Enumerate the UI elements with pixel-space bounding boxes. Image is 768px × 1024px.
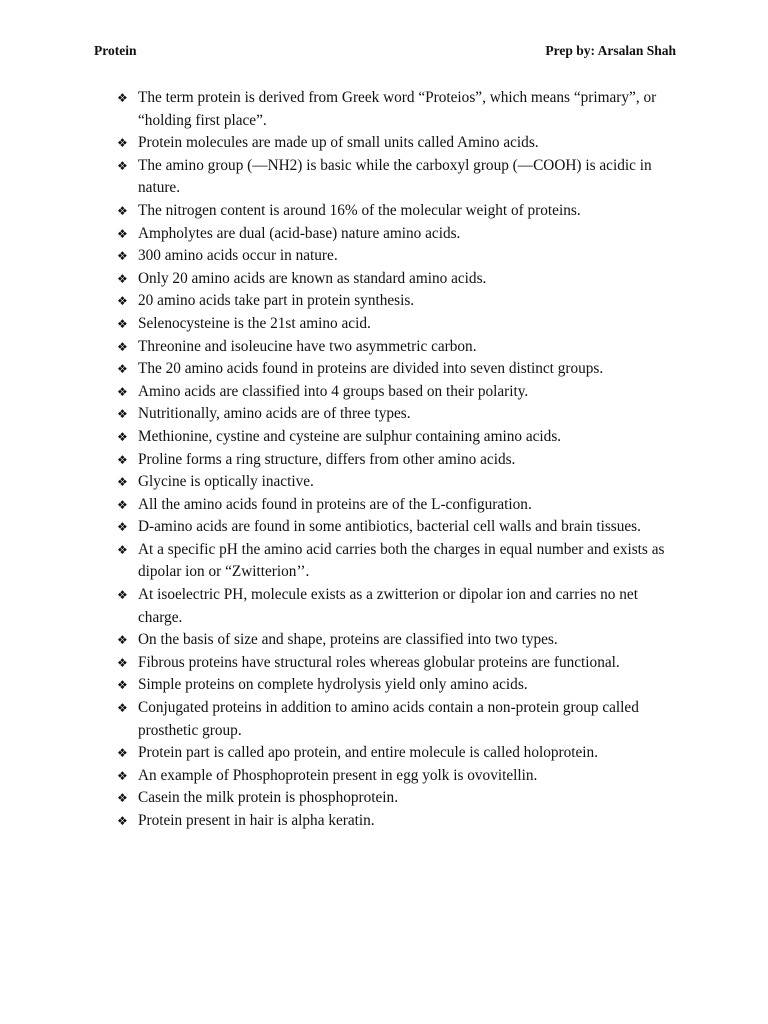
bullet-item: [117, 787, 677, 810]
diamond-bullet-icon: ❖: [117, 407, 128, 422]
diamond-bullet-icon: ❖: [117, 520, 128, 535]
bullet-item: [117, 132, 677, 155]
bullet-text: Simple proteins on complete hydrolysis yield only amino acids.: [138, 676, 528, 694]
bullet-item: [117, 697, 677, 742]
bullet-item: [117, 629, 677, 652]
diamond-bullet-icon: ❖: [117, 339, 128, 354]
bullet-text: 300 amino acids occur in nature.: [138, 247, 338, 265]
bullet-text: Ampholytes are dual (acid-base) nature amino acids.: [138, 224, 461, 242]
bullet-text: Only 20 amino acids are known as standard amino acids.: [138, 269, 487, 287]
bullet-item: [117, 584, 677, 629]
bullet-item: [117, 200, 677, 223]
bullet-item: [117, 426, 677, 449]
bullet-text: Glycine is optically inactive.: [138, 473, 314, 491]
diamond-bullet-icon: ❖: [117, 362, 128, 377]
bullet-item: [117, 539, 677, 584]
diamond-bullet-icon: ❖: [117, 588, 128, 603]
diamond-bullet-icon: ❖: [117, 497, 128, 512]
bullet-text: Amino acids are classified into 4 groups based on their polarity.: [138, 382, 529, 400]
header-title: Protein: [94, 43, 137, 58]
bullet-item: [117, 765, 677, 788]
diamond-bullet-icon: ❖: [117, 814, 128, 828]
bullet-text: Methionine, cystine and cysteine are sulphur containing amino acids.: [138, 427, 562, 445]
diamond-bullet-icon: ❖: [117, 203, 128, 218]
bullet-item: [117, 471, 677, 494]
bullet-text: The 20 amino acids found in proteins are divided into seven distinct groups.: [138, 360, 604, 378]
bullet-item: [117, 494, 677, 517]
bullet-text: 20 amino acids take part in protein synthesis.: [138, 292, 415, 310]
diamond-bullet-icon: ❖: [117, 678, 128, 693]
bullet-text: Protein molecules are made up of small units called Amino acids.: [138, 134, 539, 152]
bullet-text: On the basis of size and shape, proteins are classified into two types.: [138, 631, 558, 649]
bullet-item: [117, 674, 677, 697]
bullet-text: Fibrous proteins have structural roles whereas globular proteins are functional.: [138, 653, 620, 671]
diamond-bullet-icon: ❖: [117, 226, 128, 241]
bullet-text: The amino group (—NH2) is basic while the carboxyl group (—COOH) is acidic in nature.: [138, 156, 652, 197]
diamond-bullet-icon: ❖: [117, 542, 128, 557]
diamond-bullet-icon: ❖: [117, 271, 128, 286]
bullet-text: Nutritionally, amino acids are of three types.: [138, 405, 411, 423]
bullet-item: [117, 290, 677, 313]
bullet-text: At isoelectric PH, molecule exists as a zwitterion or dipolar ion and carries no net charge.: [138, 586, 638, 626]
bullet-item: [117, 516, 677, 539]
bullet-text: The nitrogen content is around 16% of the molecular weight of proteins.: [138, 201, 581, 219]
bullet-item: [117, 313, 677, 336]
bullet-item: [117, 223, 677, 246]
bullet-item: [117, 268, 677, 291]
bullet-text: Threonine and isoleucine have two asymmetric carbon.: [138, 337, 477, 355]
bullet-text: Conjugated proteins in addition to amino acids contain a non-protein group called prosthetic group.: [138, 699, 639, 739]
diamond-bullet-icon: ❖: [117, 701, 128, 716]
diamond-bullet-icon: ❖: [117, 91, 128, 105]
bullet-list: [117, 87, 677, 833]
bullet-text: Proline forms a ring structure, differs from other amino acids.: [138, 450, 516, 468]
diamond-bullet-icon: ❖: [117, 136, 128, 151]
bullet-text: Selenocysteine is the 21st amino acid.: [138, 314, 371, 332]
bullet-item: [117, 245, 677, 268]
diamond-bullet-icon: ❖: [117, 429, 128, 444]
diamond-bullet-icon: ❖: [117, 294, 128, 309]
diamond-bullet-icon: ❖: [117, 633, 128, 648]
bullet-item: [117, 810, 677, 833]
bullet-text: Casein the milk protein is phosphoprotein.: [138, 789, 399, 807]
diamond-bullet-icon: ❖: [117, 158, 128, 173]
bullet-item: [117, 449, 677, 472]
bullet-item: [117, 155, 677, 200]
bullet-text: At a specific pH the amino acid carries both the charges in equal number and exists as dipolar ion or “Zwitterion’’.: [138, 540, 665, 581]
bullet-text: All the amino acids found in proteins are of the L-configuration.: [138, 495, 532, 513]
bullet-text: The term protein is derived from Greek word “Proteios”, which means “primary”, or “holding first place”.: [138, 89, 657, 129]
bullet-item: [117, 381, 677, 404]
header-author: Prep by: Arsalan Shah: [545, 43, 676, 58]
bullet-item: [117, 336, 677, 359]
diamond-bullet-icon: ❖: [117, 768, 128, 783]
diamond-bullet-icon: ❖: [117, 791, 128, 806]
diamond-bullet-icon: ❖: [117, 746, 128, 761]
bullet-item: [117, 403, 677, 426]
diamond-bullet-icon: ❖: [117, 249, 128, 264]
diamond-bullet-icon: ❖: [117, 475, 128, 490]
bullet-text: Protein present in hair is alpha keratin.: [138, 812, 375, 829]
diamond-bullet-icon: ❖: [117, 384, 128, 399]
bullet-text: An example of Phosphoprotein present in egg yolk is ovovitellin.: [138, 766, 538, 784]
bullet-text: Protein part is called apo protein, and entire molecule is called holoprotein.: [138, 744, 599, 762]
page-header: [94, 43, 676, 63]
bullet-item: [117, 652, 677, 675]
diamond-bullet-icon: ❖: [117, 655, 128, 670]
diamond-bullet-icon: ❖: [117, 316, 128, 331]
bullet-item: [117, 358, 677, 381]
bullet-text: D-amino acids are found in some antibiotics, bacterial cell walls and brain tissues.: [138, 518, 641, 536]
diamond-bullet-icon: ❖: [117, 452, 128, 467]
bullet-item: [117, 87, 677, 132]
bullet-item: [117, 742, 677, 765]
